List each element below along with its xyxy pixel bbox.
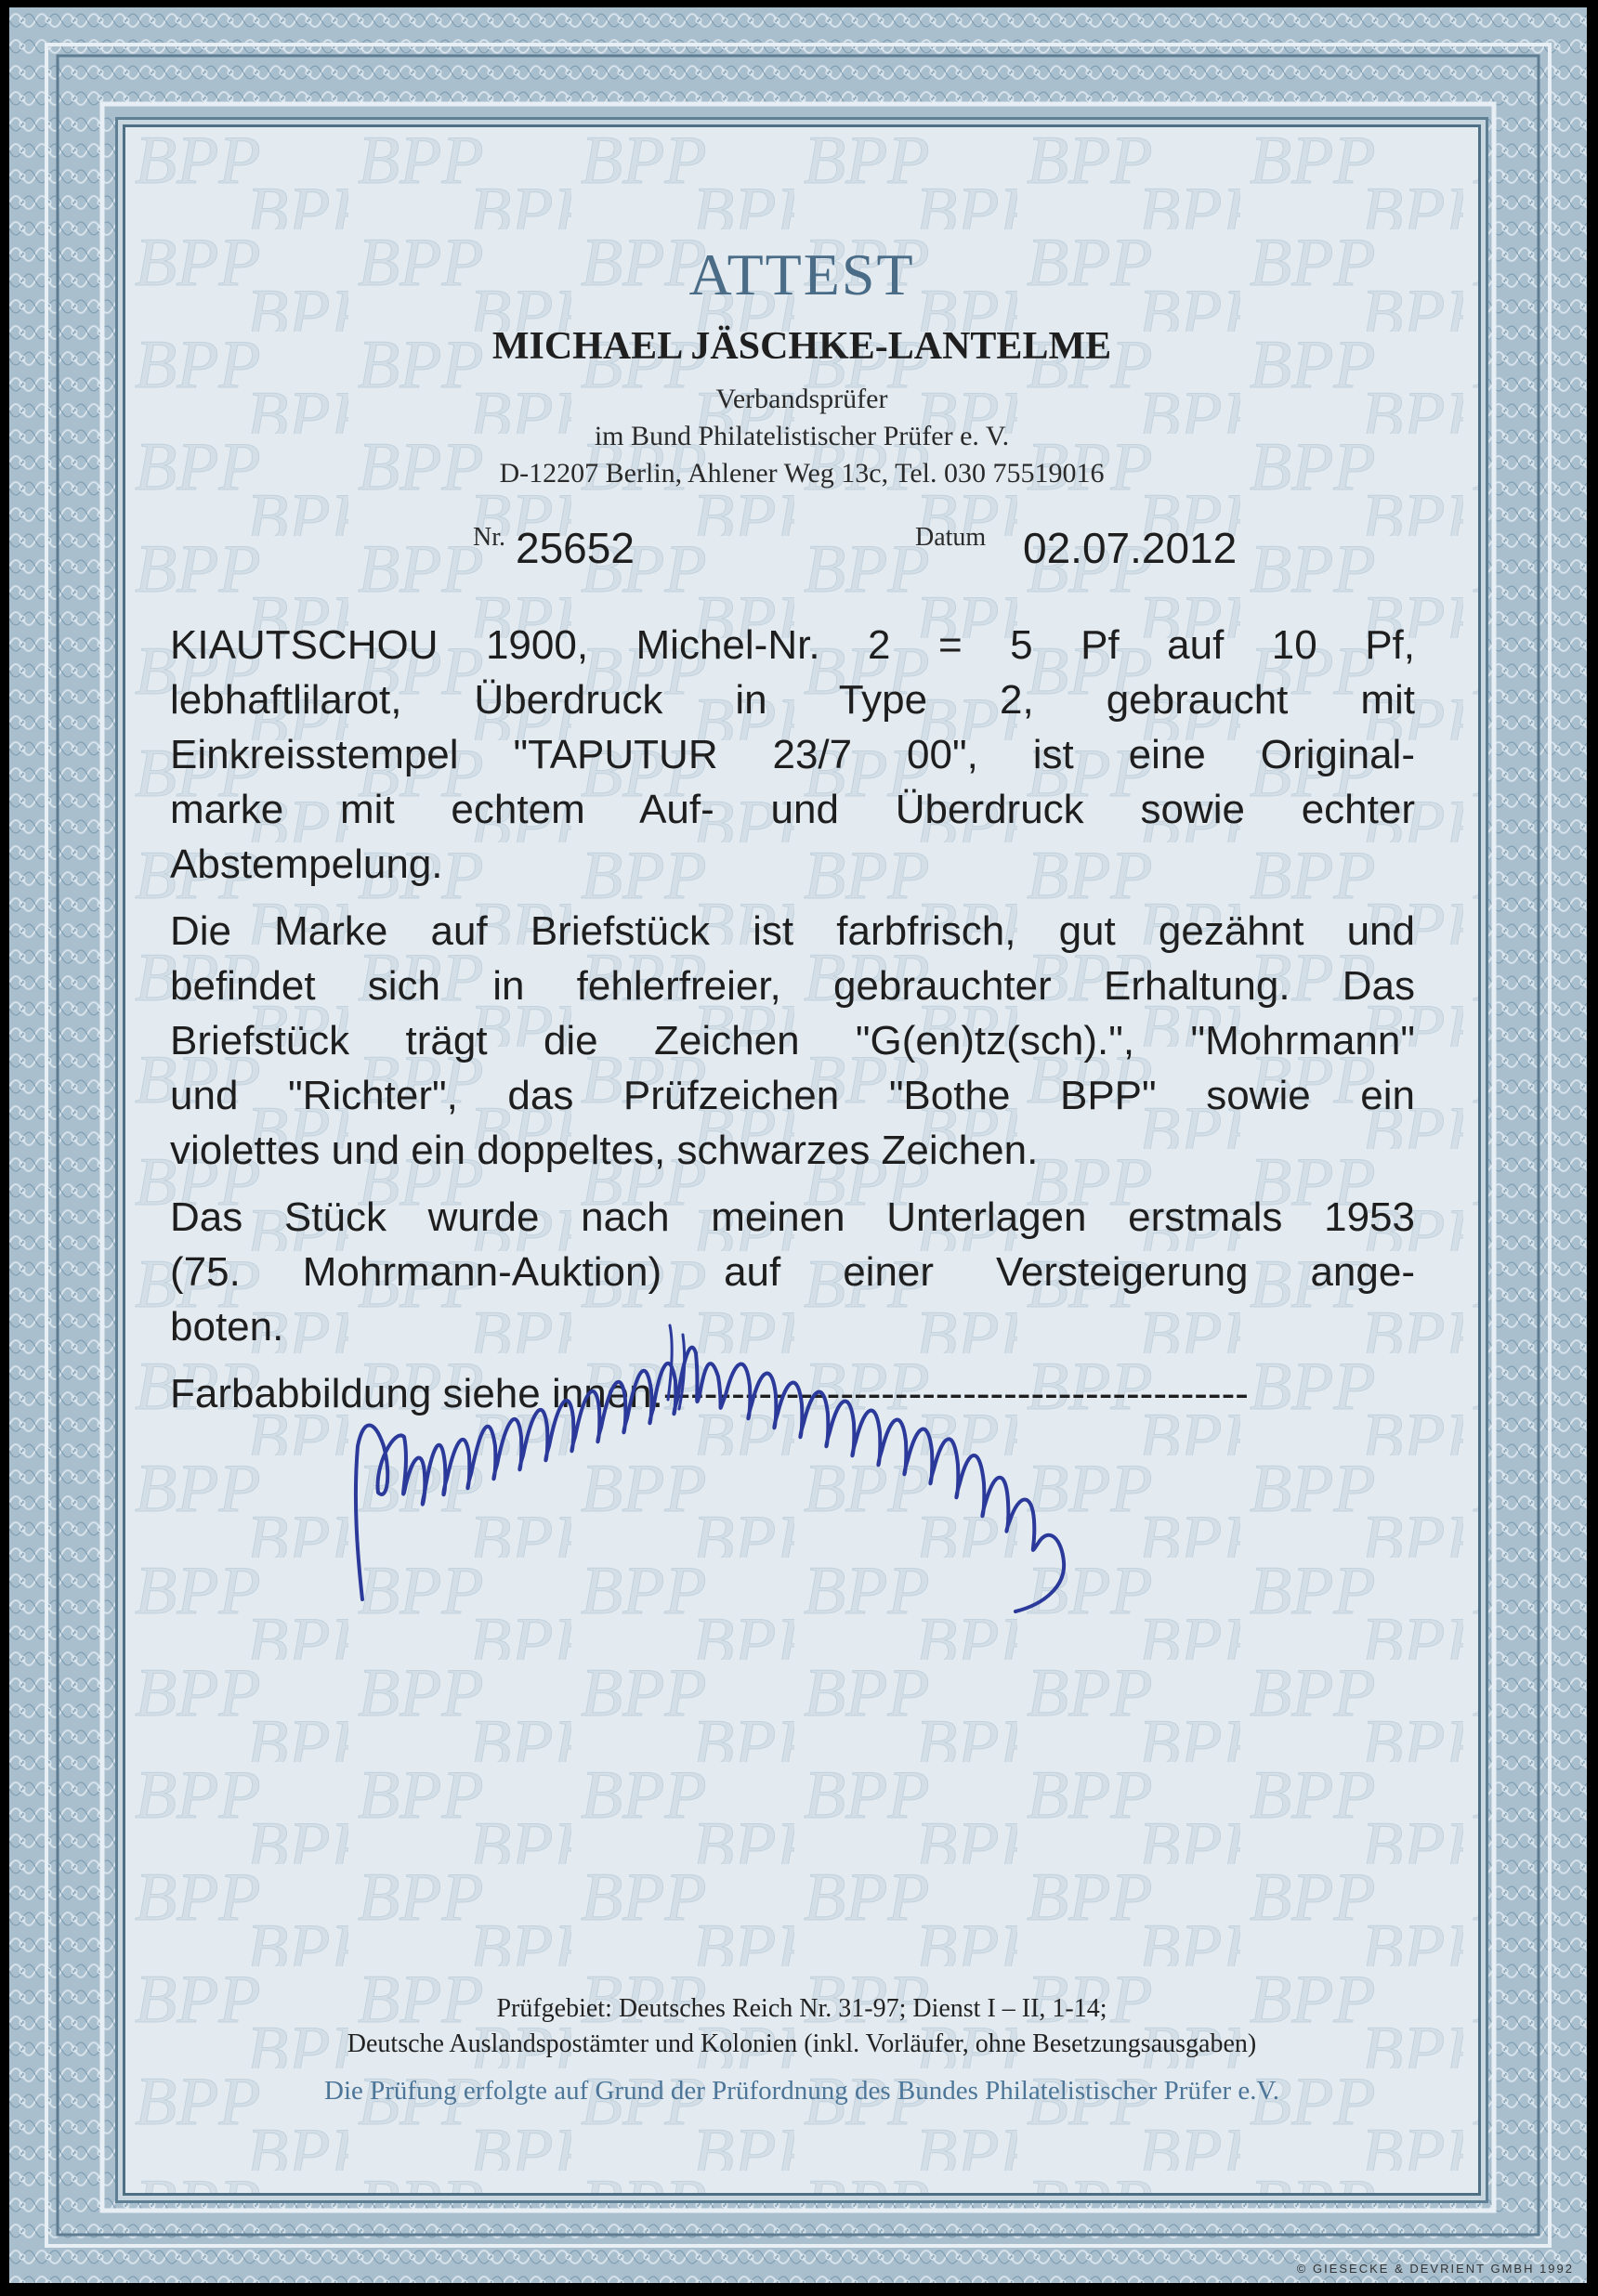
handwritten-signature	[125, 127, 1478, 2193]
paragraph-1-line: marke mit echtem Auf- und Überdruck sowie echter	[170, 787, 1415, 832]
paragraph-3-line: Das Stück wurde nach meinen Unterlagen erstmals 1953	[170, 1194, 1415, 1240]
closing-line: Farbabbildung siehe innen.-------------------------------------------	[170, 1371, 1249, 1416]
paragraph-1-line: KIAUTSCHOU 1900, Michel-Nr. 2 = 5 Pf auf 10 Pf,	[170, 622, 1415, 668]
certificate-title: ATTEST	[688, 241, 915, 307]
paragraph-1-line: lebhaftlilarot, Überdruck in Type 2, gebraucht mit	[170, 677, 1415, 723]
examiner-role: Verbandsprüfer	[715, 384, 888, 414]
regulation-note: Die Prüfung erfolgte auf Grund der Prüfordnung des Bundes Philatelistischer Prüfer e.V.	[324, 2076, 1279, 2106]
paragraph-2-line: violettes und ein doppeltes, schwarzes Zeichen.	[170, 1128, 1039, 1173]
paragraph-2-line: befindet sich in fehlerfreier, gebrauchter Erhaltung. Das	[170, 963, 1415, 1009]
paragraph-2-line: und "Richter", das Prüfzeichen "Bothe BPP" sowie ein	[170, 1073, 1415, 1118]
examiner-name: MICHAEL JÄSCHKE-LANTELME	[491, 325, 1112, 368]
paragraph-1-line: Abstempelung.	[170, 841, 443, 887]
exam-scope-line-1: Prüfgebiet: Deutsches Reich Nr. 31-97; Dienst I – II, 1-14;	[496, 1994, 1107, 2023]
paragraph-1-line: Einkreisstempel "TAPUTUR 23/7 00", ist eine Original-	[170, 732, 1415, 777]
certificate-panel	[123, 124, 1481, 2196]
paragraph-3-line: (75. Mohrmann-Auktion) auf einer Versteigerung ange-	[170, 1249, 1415, 1295]
number-label: Nr.	[473, 523, 505, 552]
printer-imprint: © GIESECKE & DEVRIENT GMBH 1992	[1296, 2262, 1574, 2276]
examiner-association: im Bund Philatelistischer Prüfer e. V.	[594, 421, 1010, 451]
paragraph-2-line: Die Marke auf Briefstück ist farbfrisch, gut gezähnt und	[170, 908, 1415, 954]
certificate-number: 25652	[516, 524, 635, 572]
certificate-date: 02.07.2012	[1023, 524, 1238, 572]
exam-scope-line-2: Deutsche Auslandspostämter und Kolonien (inkl. Vorläufer, ohne Besetzungsausgaben)	[347, 2029, 1257, 2058]
paragraph-3-line: boten.	[170, 1304, 284, 1350]
paragraph-2-line: Briefstück trägt die Zeichen "G(en)tz(sch).", "Mohrmann"	[170, 1018, 1415, 1063]
date-label: Datum	[915, 523, 987, 552]
examiner-address: D-12207 Berlin, Ahlener Weg 13c, Tel. 030 75519016	[499, 458, 1105, 489]
certificate-sheet	[9, 7, 1587, 2283]
